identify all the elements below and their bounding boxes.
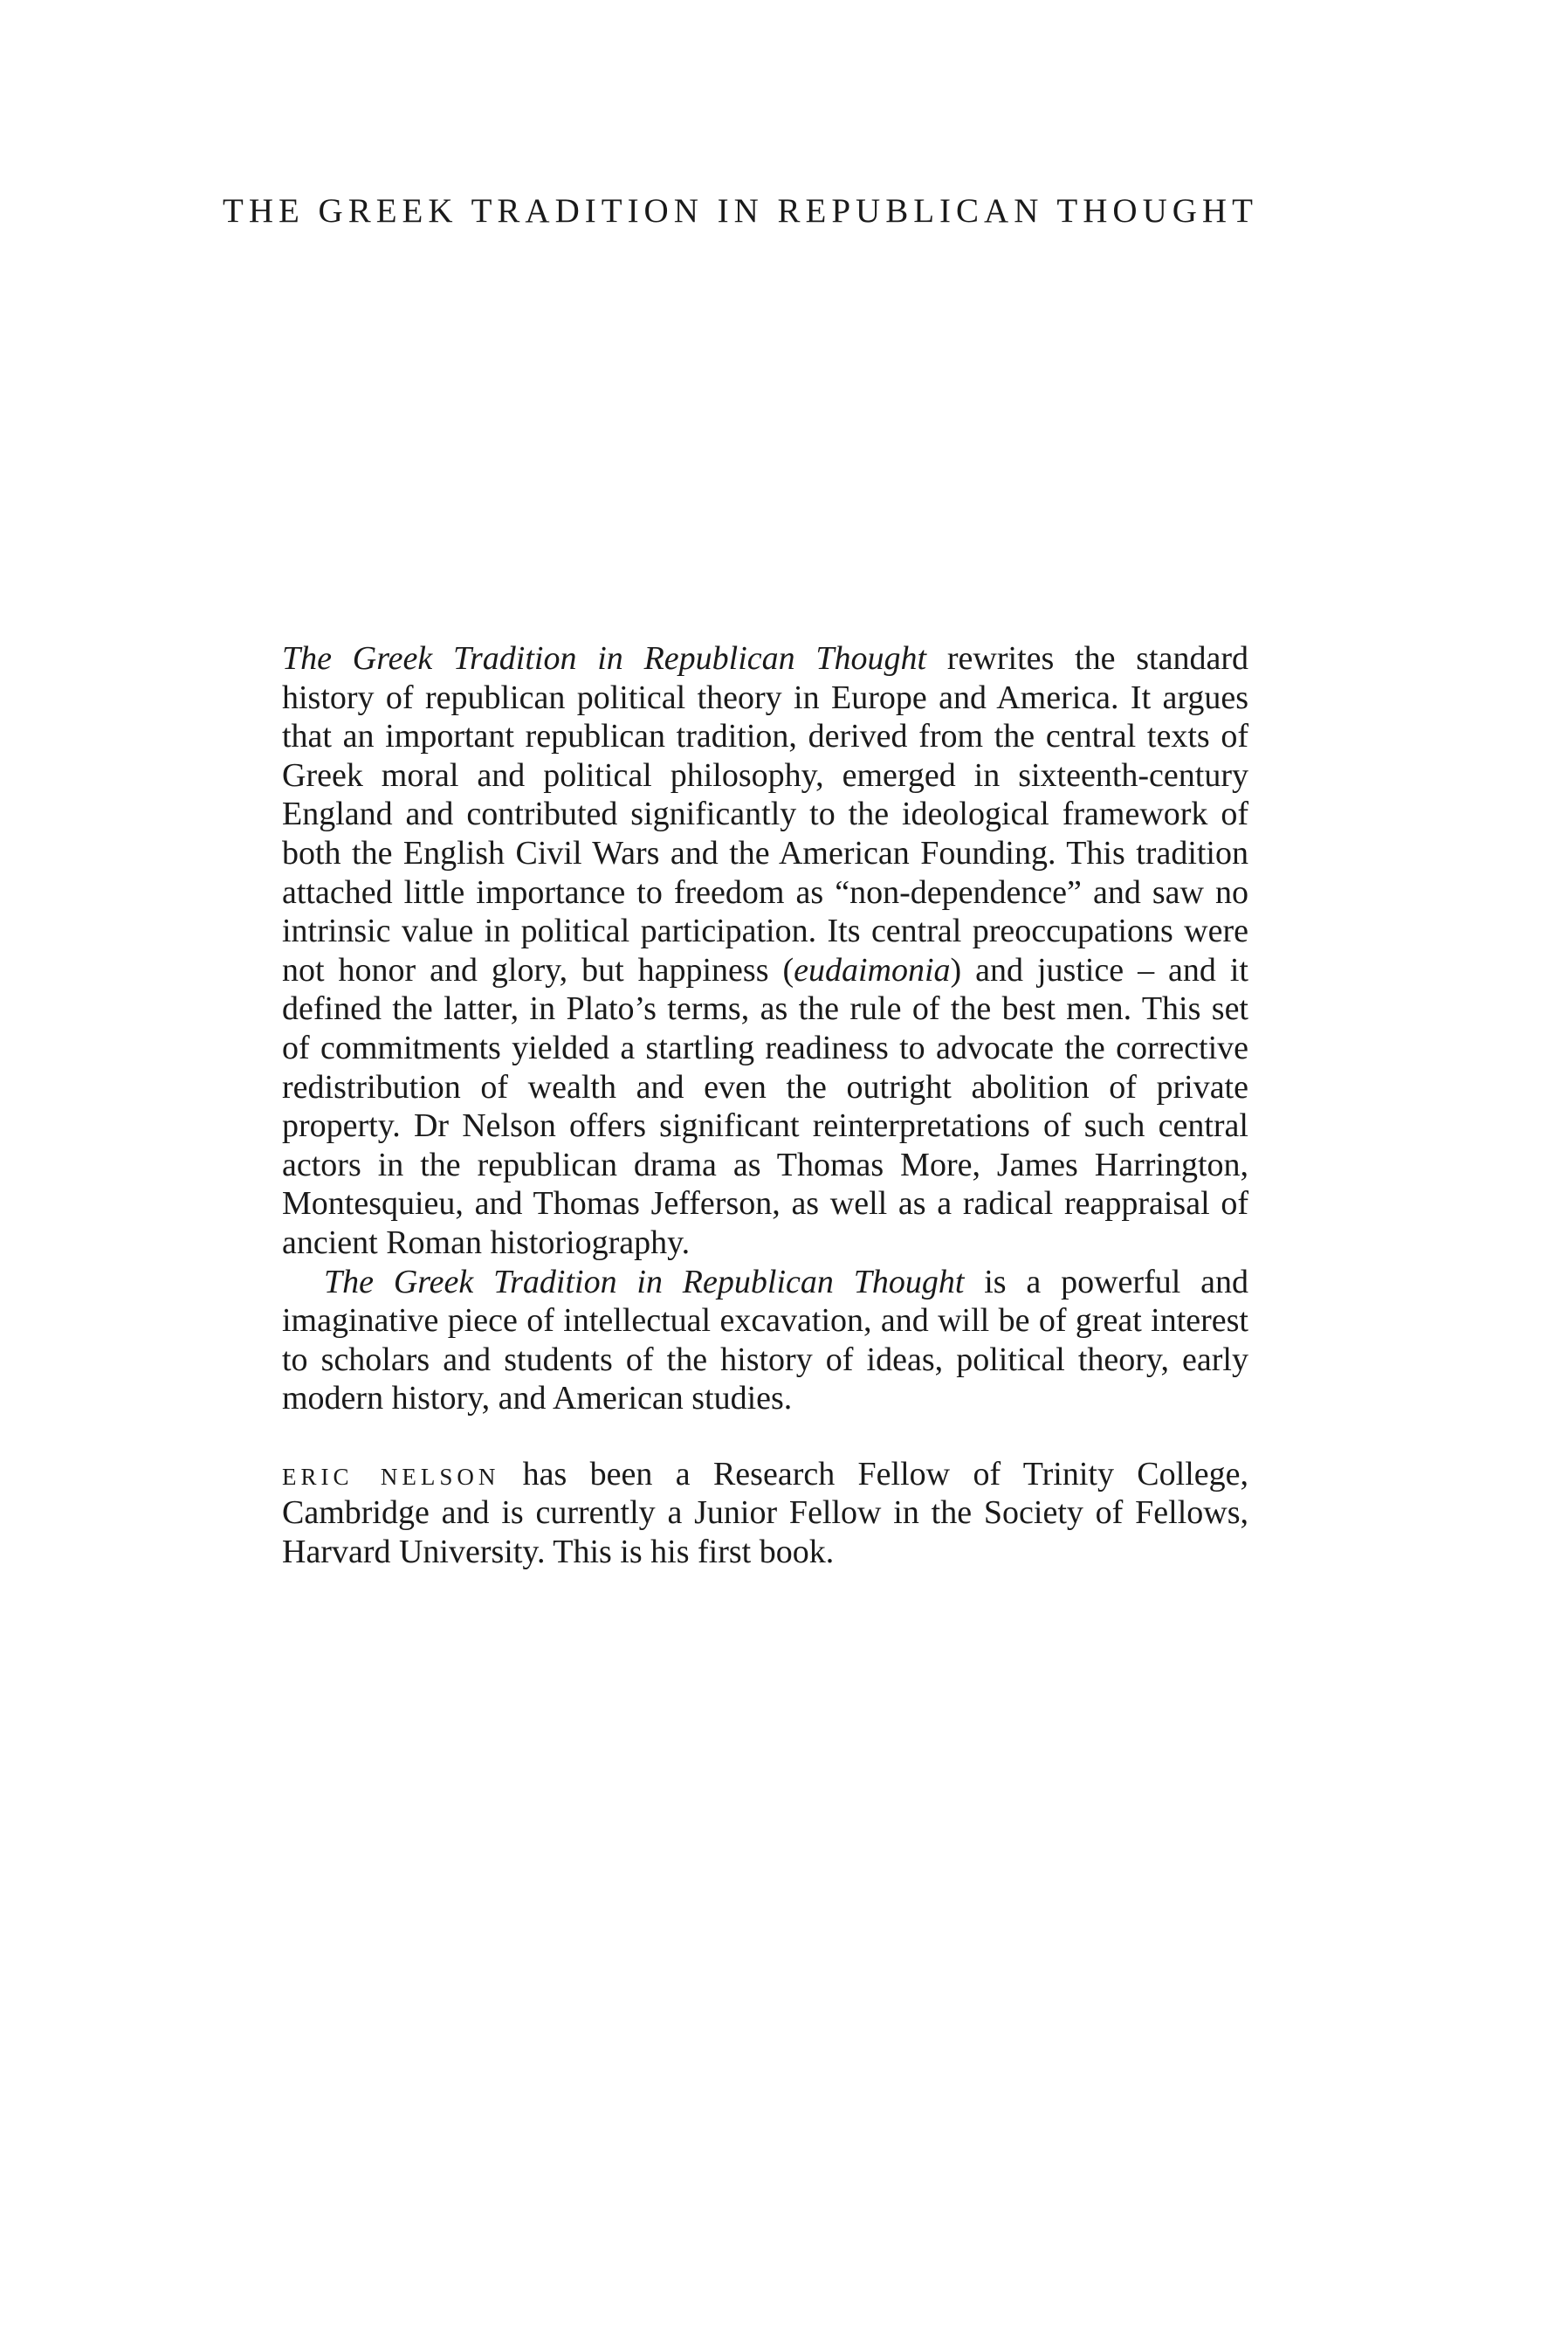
- description-paragraph-1: [282, 639, 1248, 1263]
- author-note: [282, 1455, 1248, 1572]
- book-title-italic: The Greek Tradition in Republican Thought: [324, 1263, 965, 1300]
- book-description: [282, 639, 1248, 1572]
- author-name: eric nelson: [282, 1455, 500, 1493]
- description-text-1b: ) and justice – and it defined the latter, in Plato’s terms, as the rule of the best men. This set of commitments yielded a startling readiness to advocate the corrective redistribution of wealth and even the outright abolition of private property. Dr Nelson offers significant reinterpretations of such central actors in the republican drama as Thomas More, James Harrington, Montesquieu, and Thomas Jefferson, as well as a radical reappraisal of ancient Roman historiography.: [282, 951, 1248, 1261]
- eudaimonia-term: eudaimonia: [794, 951, 951, 989]
- description-text-2: is a powerful and imaginative piece of intellectual excavation, and will be of great interest to scholars and students of the history of ideas, political theory, early modern history, and American studies.: [282, 1263, 1248, 1417]
- description-paragraph-2: [282, 1263, 1248, 1418]
- running-title: THE GREEK TRADITION IN REPUBLICAN THOUGHT: [223, 192, 1258, 230]
- description-text-1a: rewrites the standard history of republican political theory in Europe and America. It argues that an important republican tradition, derived from the central texts of Greek moral and political philosophy, emerged in sixteenth-century England and contributed significantly to the ideological framework of both the English Civil Wars and the American Founding. This tradition attached little importance to freedom as “non-dependence” and saw no intrinsic value in political participation. Its central preoccupations were not honor and glory, but happiness (: [282, 640, 1248, 989]
- author-note-text: has been a Research Fellow of Trinity College, Cambridge and is currently a Junior Fellow in the Society of Fellows, Harvard University. This is his first book.: [282, 1455, 1248, 1571]
- book-title-italic: The Greek Tradition in Republican Thought: [282, 640, 927, 677]
